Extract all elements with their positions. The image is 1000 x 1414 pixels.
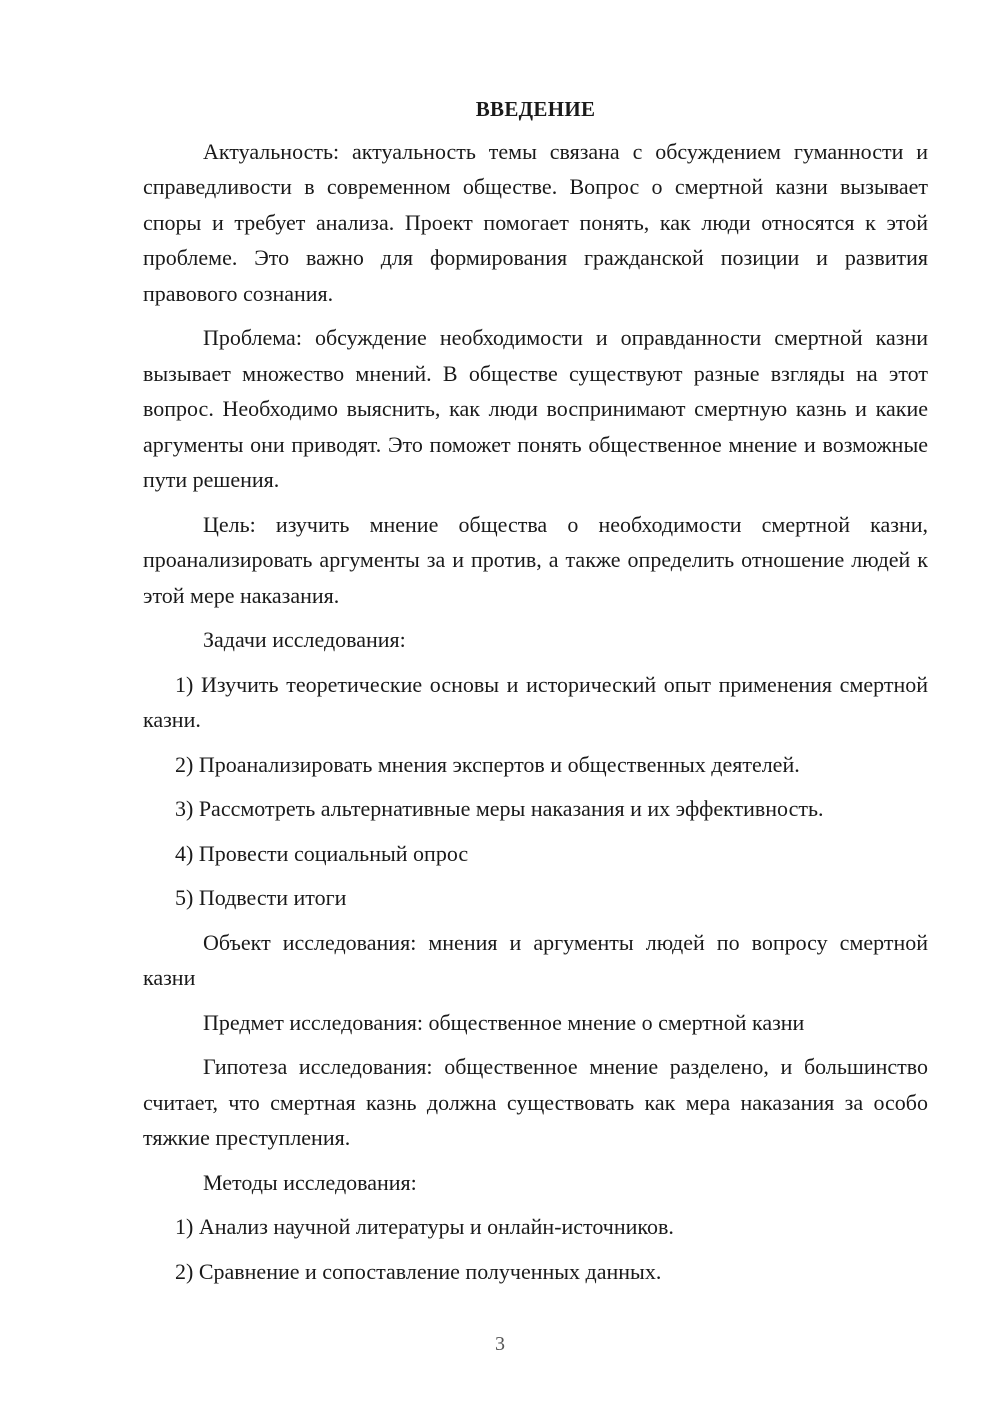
hypothesis-paragraph: Гипотеза исследования: общественное мнение разделено, и большинство считает, что смертная казнь должна существовать как мера наказания за особо тяжкие преступления. — [143, 1054, 928, 1150]
task-item: 4) Провести социальный опрос — [175, 840, 469, 866]
object-paragraph: Объект исследования: мнения и аргументы людей по вопросу смертной казни — [143, 929, 928, 990]
goal-paragraph: Цель: изучить мнение общества о необходимости смертной казни, проанализировать аргументы за и против, а также определить отношение людей к этой мере наказания. — [143, 511, 928, 608]
tasks-heading: Задачи исследования: — [203, 627, 406, 652]
methods-heading: Методы исследования: — [203, 1169, 417, 1195]
task-item: 3) Рассмотреть альтернативные меры наказания и их эффективность. — [175, 796, 824, 821]
page-content — [143, 92, 928, 1298]
section-title: ВВЕДЕНИЕ — [475, 97, 596, 121]
relevance-paragraph: Актуальность: актуальность темы связана с обсуждением гуманности и справедливости в современном обществе. Вопрос о смертной казни вызывает споры и требует анализа. Проект помогает понять, как люди относятся к этой проблеме. Это важно для формирования гражданской позиции и развития правового сознания. — [143, 138, 928, 306]
method-item: 2) Сравнение и сопоставление полученных данных. — [175, 1258, 662, 1284]
page-number: 3 — [495, 1333, 505, 1355]
task-item: 5) Подвести итоги — [175, 885, 347, 910]
task-item: 1) Изучить теоретические основы и исторический опыт применения смертной казни. — [143, 671, 928, 732]
problem-paragraph: Проблема: обсуждение необходимости и оправданности смертной казни вызывает множество мнений. В обществе существуют разные взгляды на этот вопрос. Необходимо выяснить, как люди воспринимают смертную казнь и какие аргументы они приводят. Это поможет понять общественное мнение и возможные пути решения. — [143, 325, 928, 492]
subject-paragraph: Предмет исследования: общественное мнение о смертной казни — [203, 1009, 805, 1035]
method-item: 1) Анализ научной литературы и онлайн-источников. — [175, 1214, 674, 1239]
task-item: 2) Проанализировать мнения экспертов и общественных деятелей. — [175, 751, 800, 777]
